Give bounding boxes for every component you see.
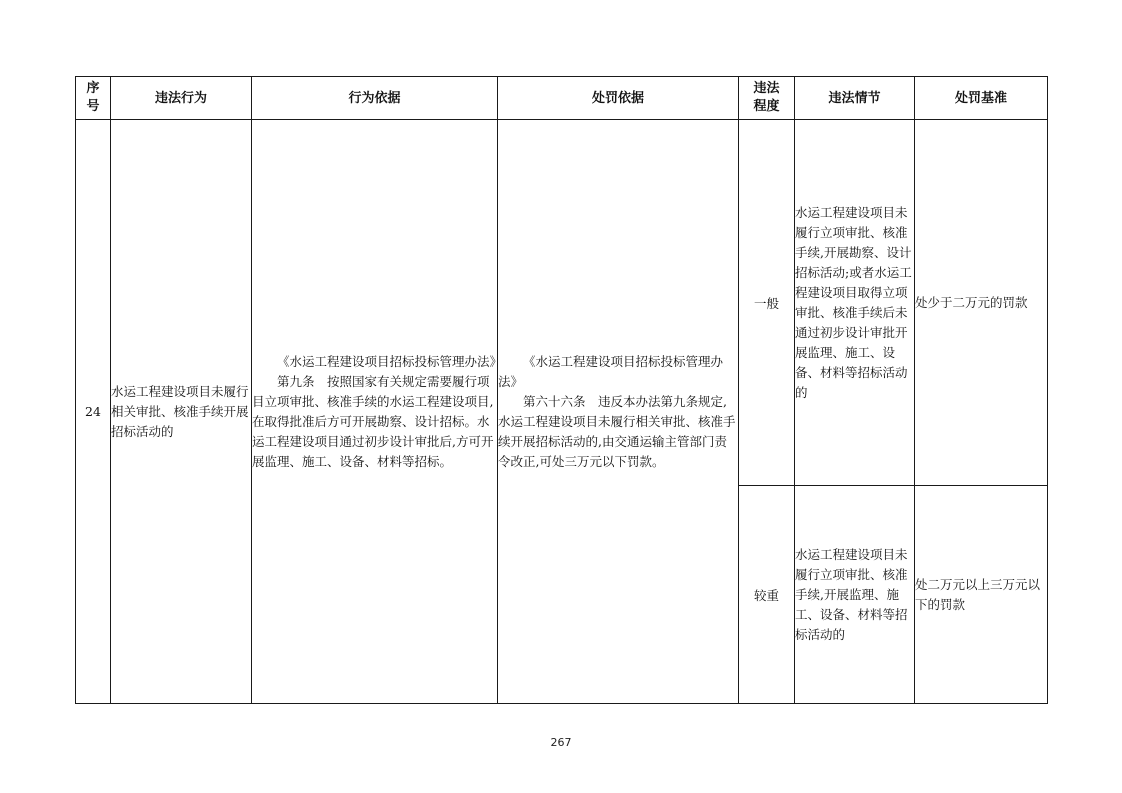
table-row <box>76 120 1048 486</box>
degree-serious: 较重 <box>739 486 795 704</box>
row-seq: 24 <box>76 120 111 704</box>
penalty-standard-table <box>75 76 1048 704</box>
header-seq <box>76 77 111 120</box>
header-degree <box>739 77 795 120</box>
header-behavior-basis: 行为依据 <box>252 77 498 120</box>
standard-general: 处少于二万元的罚款 <box>915 120 1048 486</box>
circumstance-serious: 水运工程建设项目未履行立项审批、核准手续,开展监理、施工、设备、材料等招标活动的 <box>795 486 915 704</box>
penalty-basis-article: 第六十六条 违反本办法第九条规定,水运工程建设项目未履行相关审批、核准手续开展招标活动的,由交通运输主管部门责令改正,可处三万元以下罚款。 <box>498 393 736 469</box>
header-degree-line-2: 程度 <box>753 99 780 114</box>
behavior-basis-article: 第九条 按照国家有关规定需要履行项目立项审批、核准手续的水运工程建设项目,在取得批准后方可开展勘察、设计招标。水运工程建设项目通过初步设计审批后,方可开展监理、施工、设备、材料等招标。 <box>252 373 494 469</box>
header-violation: 违法行为 <box>111 77 252 120</box>
header-penalty-basis: 处罚依据 <box>498 77 739 120</box>
row-violation: 水运工程建设项目未履行相关审批、核准手续开展招标活动的 <box>111 120 252 704</box>
penalty-basis-source: 《水运工程建设项目招标投标管理办法》 <box>498 353 724 389</box>
behavior-basis-source: 《水运工程建设项目招标投标管理办法》 <box>277 353 503 369</box>
row-behavior-basis <box>252 120 503 704</box>
page-number: 267 <box>550 736 572 749</box>
table-header-row <box>76 77 1048 120</box>
header-seq-line-1: 序 <box>86 81 100 96</box>
header-penalty-standard: 处罚基准 <box>915 77 1048 120</box>
row-penalty-basis <box>498 120 739 704</box>
circumstance-general: 水运工程建设项目未履行立项审批、核准手续,开展勘察、设计招标活动;或者水运工程建设项目取得立项审批、核准手续后未通过初步设计审批开展监理、施工、设备、材料等招标活动的 <box>795 120 915 486</box>
header-seq-line-2: 号 <box>86 99 100 114</box>
degree-general: 一般 <box>739 120 795 486</box>
standard-serious: 处二万元以上三万元以下的罚款 <box>915 486 1048 704</box>
header-degree-line-1: 违法 <box>753 81 780 96</box>
header-circumstance: 违法情节 <box>795 77 915 120</box>
